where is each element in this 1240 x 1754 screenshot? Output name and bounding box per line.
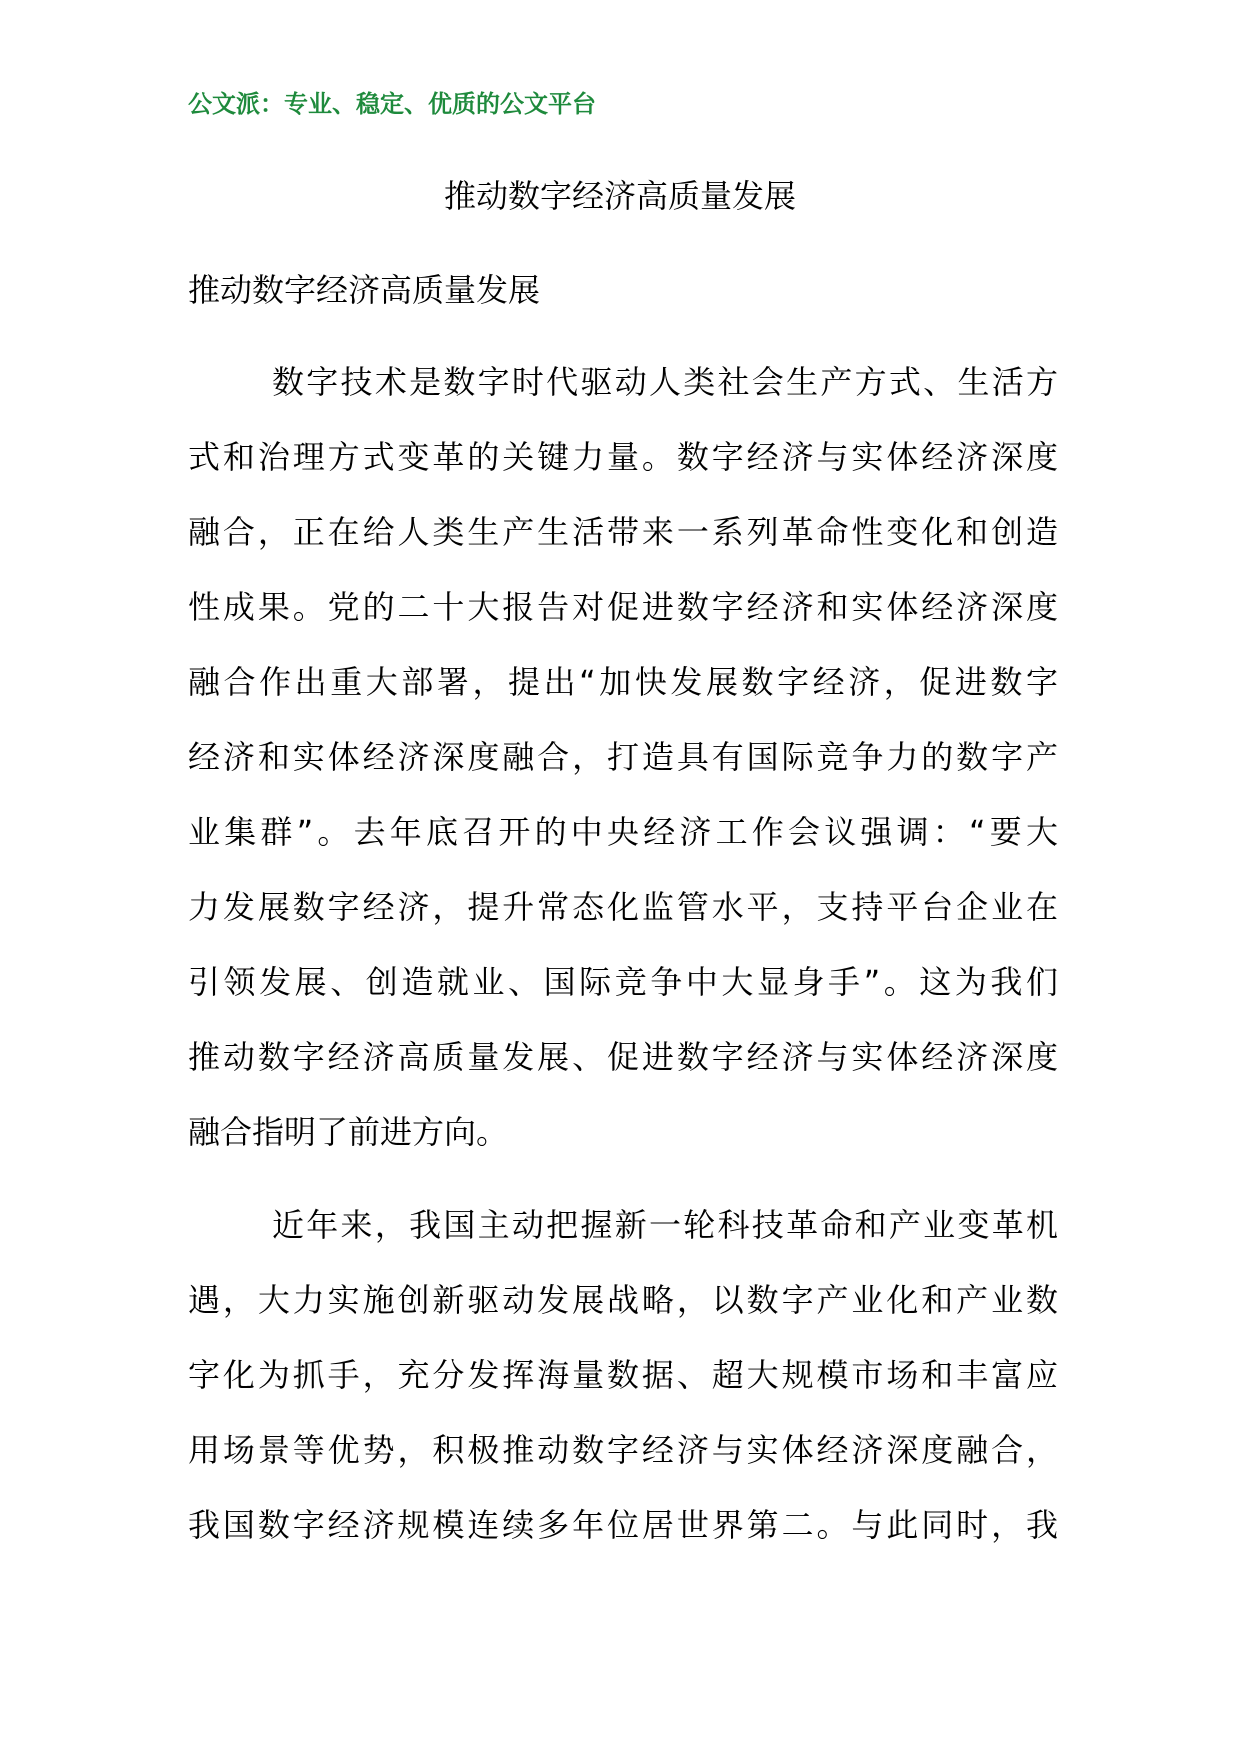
paragraph-line: 融合指明了前进方向。 xyxy=(188,1113,509,1151)
paragraph-line: 式和治理方式变革的关键力量。数字经济与实体经济深度 xyxy=(188,438,1058,476)
paragraph-line: 字化为抓手，充分发挥海量数据、超大规模市场和丰富应 xyxy=(188,1356,1058,1394)
paragraph-line: 融合，正在给人类生产生活带来一系列革命性变化和创造 xyxy=(188,513,1058,551)
paragraph-line: 用场景等优势，积极推动数字经济与实体经济深度融合， xyxy=(188,1431,1058,1469)
paragraph-line: 近年来，我国主动把握新一轮科技革命和产业变革机 xyxy=(272,1206,1058,1244)
paragraph-line: 经济和实体经济深度融合，打造具有国际竞争力的数字产 xyxy=(188,738,1058,776)
paragraph-line: 融合作出重大部署，提出“加快发展数字经济，促进数字 xyxy=(188,663,1058,701)
paragraph-line: 我国数字经济规模连续多年位居世界第二。与此同时，我 xyxy=(188,1506,1058,1544)
paragraph-line: 力发展数字经济，提升常态化监管水平，支持平台企业在 xyxy=(188,888,1058,926)
paragraph-2 xyxy=(188,1188,1058,1563)
paragraph-line: 引领发展、创造就业、国际竞争中大显身手”。这为我们 xyxy=(188,963,1058,1001)
header-brand: 公文派：专业、稳定、优质的公文平台 xyxy=(188,90,596,118)
paragraph-line: 性成果。党的二十大报告对促进数字经济和实体经济深度 xyxy=(188,588,1058,626)
paragraph-line: 业集群”。去年底召开的中央经济工作会议强调：“要大 xyxy=(188,813,1058,851)
paragraph-1 xyxy=(188,345,1058,1170)
paragraph-line: 遇，大力实施创新驱动发展战略，以数字产业化和产业数 xyxy=(188,1281,1058,1319)
paragraph-line: 数字技术是数字时代驱动人类社会生产方式、生活方 xyxy=(272,363,1058,401)
paragraph-line: 推动数字经济高质量发展、促进数字经济与实体经济深度 xyxy=(188,1038,1058,1076)
document-title: 推动数字经济高质量发展 xyxy=(443,177,796,215)
document-subtitle: 推动数字经济高质量发展 xyxy=(188,271,541,309)
